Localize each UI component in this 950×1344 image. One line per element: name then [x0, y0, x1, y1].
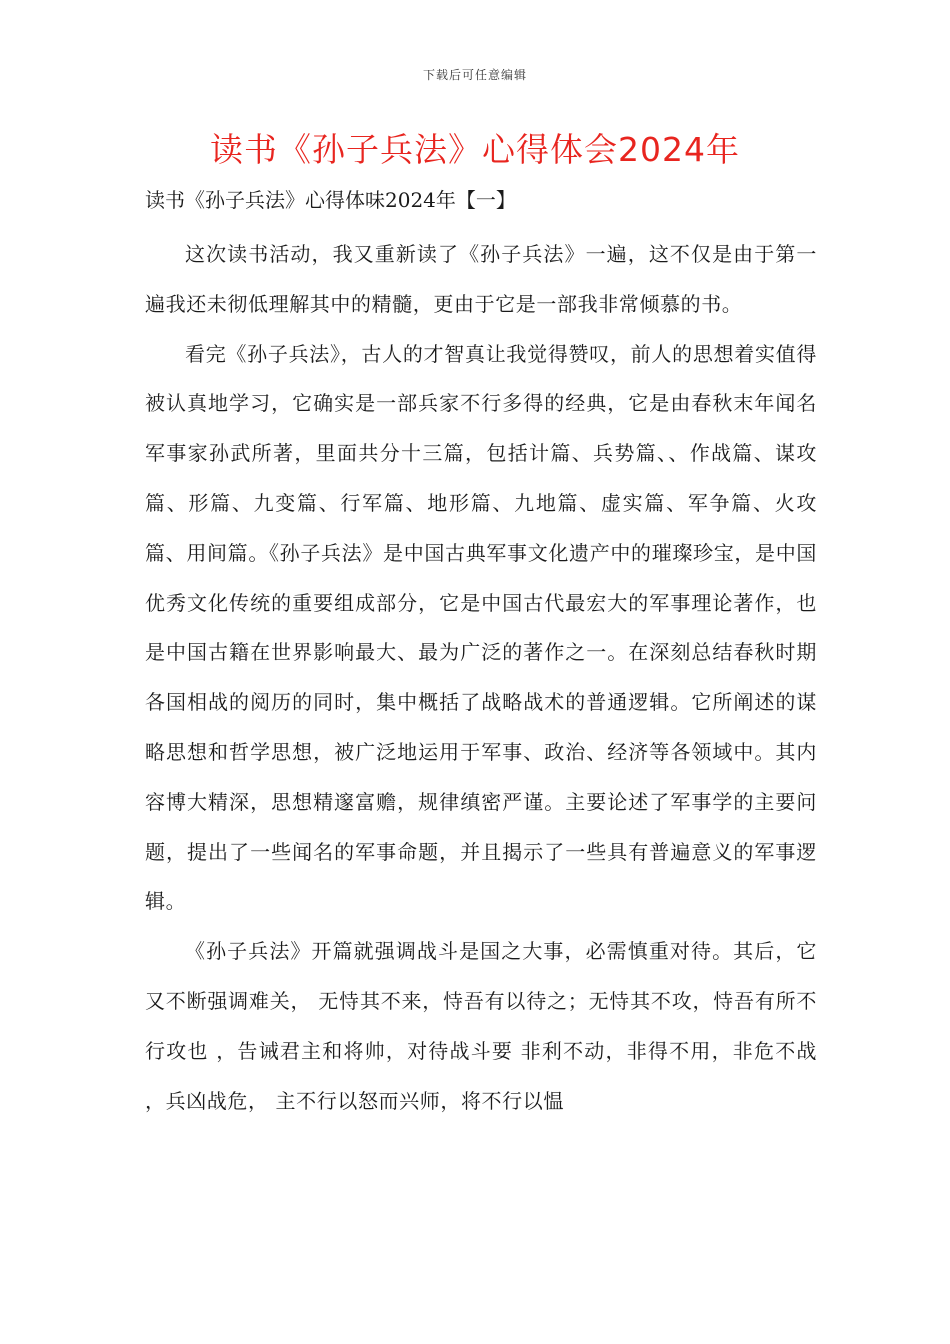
document-title: 读书《孙子兵法》心得体会2024年 [210, 130, 740, 169]
paragraph-3: 《孙子兵法》开篇就强调战斗是国之大事，必需慎重对待。其后，它又不断强调难关， 无恃其不来，恃吾有以待之；无恃其不攻，恃吾有所不行攻也 ，告诫君主和将帅，对待战斗要 非利不动，非得不用，非危不战 ，兵凶战危， 主不行以怒而兴师，将不行以愠 [145, 939, 817, 1113]
paragraph-1: 这次读书活动，我又重新读了《孙子兵法》一遍，这不仅是由于第一遍我还未彻低理解其中的精髓，更由于它是一部我非常倾慕的书。 [145, 242, 817, 316]
document-body [145, 230, 817, 1126]
paragraph-2: 看完《孙子兵法》，古人的才智真让我觉得赞叹，前人的思想着实值得被认真地学习，它确实是一部兵家不行多得的经典，它是由春秋末年闻名军事家孙武所著，里面共分十三篇，包括计篇、兵势篇、、作战篇、谋攻篇、形篇、九变篇、行军篇、地形篇、九地篇、虚实篇、军争篇、火攻篇、用间篇。《孙子兵法》是中国古典军事文化遗产中的璀璨珍宝，是中国优秀文化传统的重要组成部分，它是中国古代最宏大的军事理论著作，也是中国古籍在世界影响最大、最为广泛的著作之一。在深刻总结春秋时期各国相战的阅历的同时，集中概括了战略战术的普通逻辑。它所阐述的谋略思想和哲学思想，被广泛地运用于军事、政治、经济等各领域中。其内容博大精深，思想精邃富赡，规律缜密严谨。主要论述了军事学的主要问题，提出了一些闻名的军事命题，并且揭示了一些具有普遍意义的军事逻辑。 [145, 341, 817, 914]
document-subtitle: 读书《孙子兵法》心得体味2024年【一】 [145, 188, 516, 212]
header-note: 下载后可任意编辑 [422, 68, 527, 82]
